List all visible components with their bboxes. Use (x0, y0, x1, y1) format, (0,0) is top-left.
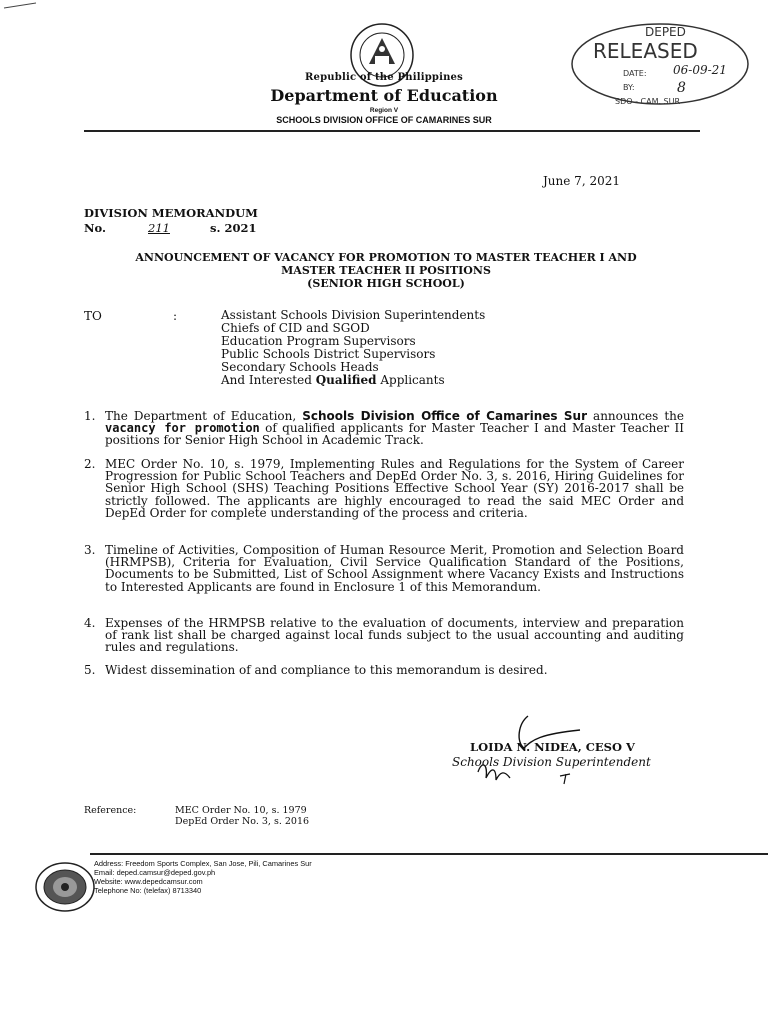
recipient-item: Education Program Supervisors (221, 334, 416, 348)
header-divider (84, 130, 700, 132)
stamp-date-label: DATE: (623, 69, 647, 78)
recipient-item: Chiefs of CID and SGOD (221, 321, 370, 335)
republic-heading: Republic of the Philippines (305, 72, 463, 83)
footer-contact (94, 859, 312, 895)
announcement-line: ANNOUNCEMENT OF VACANCY FOR PROMOTION TO MASTER TEACHER I AND (135, 251, 637, 264)
recipient-item (221, 374, 485, 387)
to-label: TO (84, 309, 102, 323)
paragraph-number: 4. (84, 616, 96, 630)
footer-email: Email: deped.camsur@deped.gov.ph (94, 868, 216, 877)
paragraph-5 (84, 664, 684, 676)
announcement-line: (SENIOR HIGH SCHOOL) (307, 277, 465, 290)
paragraph-number: 1. (84, 409, 96, 423)
paragraph-3 (84, 544, 684, 593)
announcement-line: MASTER TEACHER II POSITIONS (281, 264, 491, 277)
memo-number-value: 211 (148, 221, 170, 235)
paragraph-1 (84, 410, 684, 447)
recipient-item: Secondary Schools Heads (221, 360, 379, 374)
stamp-by-value: 8 (677, 80, 686, 96)
paragraph-2 (84, 458, 684, 519)
paragraph-4 (84, 617, 684, 654)
signatory-title: Schools Division Superintendent (452, 755, 651, 769)
signatory-name: LOIDA N. NIDEA, CESO V (470, 740, 635, 754)
memo-series: s. 2021 (210, 221, 257, 235)
reference-label: Reference: (84, 805, 137, 816)
stamp-office-text: SDO - CAM. SUR (615, 97, 681, 106)
paragraph-text: Timeline of Activities, Composition of Human Resource Merit, Promotion and Selection Board (HRMPSB), Criteria for Evaluation, Civil Service Qualification Standard of the Positions, Documents to be Submitted, List of School Assignment where Vacancy Exists and Instructions to Interested Applicants are found in Enclosure 1 of this Memorandum. (105, 543, 684, 594)
reference-item: DepEd Order No. 3, s. 2016 (175, 816, 310, 827)
paragraph-number: 5. (84, 663, 96, 677)
memo-number-line (84, 221, 257, 235)
reference-item: MEC Order No. 10, s. 1979 (175, 805, 307, 816)
corner-mark (0, 0, 40, 10)
stamp-by-label: BY: (623, 83, 635, 92)
paragraph-number: 2. (84, 457, 96, 471)
footer-address: Address: Freedom Sports Complex, San Jose, Pili, Camarines Sur (94, 859, 312, 868)
memo-title: DIVISION MEMORANDUM (84, 206, 258, 220)
to-colon: : (173, 309, 178, 323)
memo-date: June 7, 2021 (543, 174, 620, 188)
announcement-heading (84, 251, 688, 290)
footer-telephone: Telephone No: (telefax) 8713340 (94, 886, 202, 895)
reference-list (175, 805, 309, 827)
sdo-camsur-seal-logo (34, 861, 96, 913)
footer-divider (90, 853, 768, 855)
recipient-item: Assistant Schools Division Superintendents (221, 308, 486, 322)
stamp-date-value: 06-09-21 (673, 63, 727, 77)
region-label: Region V (369, 107, 399, 114)
recipient-list (221, 309, 485, 387)
footer-website: Website: www.depedcamsur.com (94, 877, 203, 886)
stamp-deped-text: DEPED (645, 25, 686, 39)
recipient-prefix: And Interested (221, 373, 316, 387)
paragraph-text: Expenses of the HRMPSB relative to the evaluation of documents, interview and preparation of rank list shall be charged against local funds subject to the usual accounting and auditing rules and regulations. (105, 616, 684, 655)
recipient-qualified: Qualified (315, 373, 377, 387)
stamp-released-text: RELEASED (593, 39, 698, 63)
department-heading: Department of Education (270, 86, 498, 105)
paragraph-text: MEC Order No. 10, s. 1979, Implementing Rules and Regulations for the System of Career Progression for Public School Teachers and DepEd Order No. 3, s. 2016, Hiring Guidelines for Senior High School (SHS) Teaching Positions Effective School Year (SY) 2016-2017 shall be strictly followed. The applicants are highly encouraged to read the said MEC Order and DepEd Order for complete understanding of the process and criteria. (105, 457, 684, 520)
recipient-item: Public Schools District Supervisors (221, 347, 436, 361)
memo-number-label: No. (84, 221, 106, 235)
office-heading: SCHOOLS DIVISION OFFICE OF CAMARINES SUR (276, 115, 492, 125)
paragraph-text: The Department of Education, Schools Division Office of Camarines Sur announces the vacancy for promotion of qualified applicants for Master Teacher I and Master Teacher II positions for Senior High School in Academic Track. (105, 409, 684, 448)
paragraph-number: 3. (84, 543, 96, 557)
recipient-suffix: Applicants (376, 373, 445, 387)
paragraph-text: Widest dissemination of and compliance to this memorandum is desired. (105, 663, 548, 677)
